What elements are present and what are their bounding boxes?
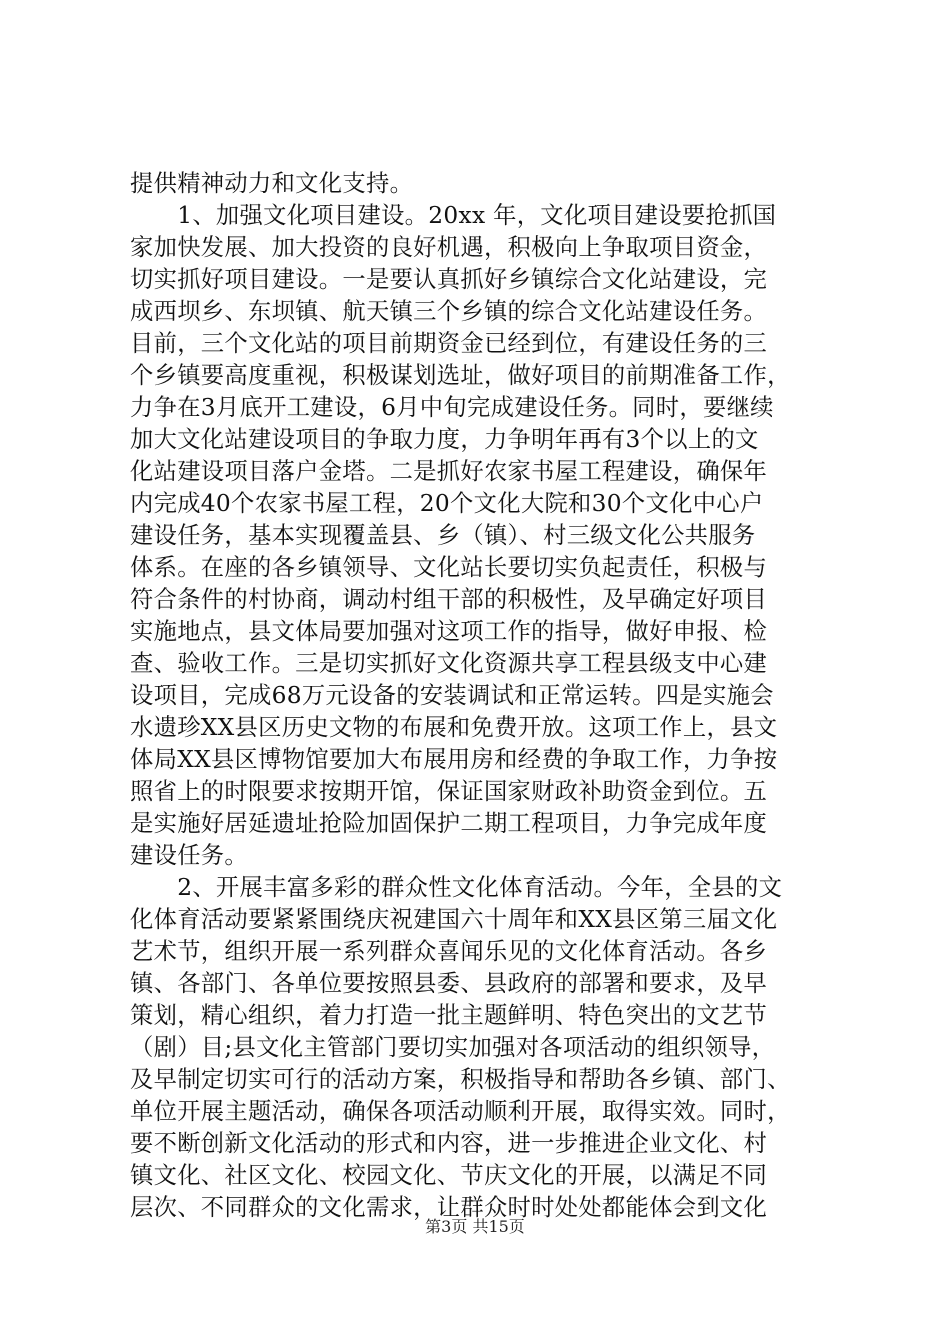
text-line: 符合条件的村协商，调动村组干部的积极性，及早确定好项目 (130, 586, 768, 613)
text-line: 提供精神动力和文化支持。 (130, 170, 414, 197)
text-line: 加大文化站建设项目的争取力度，力争明年再有3个以上的文 (130, 426, 759, 453)
text-line: 切实抓好项目建设。一是要认真抓好乡镇综合文化站建设，完 (130, 266, 768, 293)
text-line: 设项目，完成68万元设备的安装调试和正常运转。四是实施会 (130, 682, 774, 709)
text-line: 层次、不同群众的文化需求，让群众时时处处都能体会到文化 (130, 1194, 768, 1221)
text-line: 体系。在座的各乡镇领导、文化站长要切实负起责任，积极与 (130, 554, 768, 581)
text-line: 化站建设项目落户金塔。二是抓好农家书屋工程建设，确保年 (130, 458, 768, 485)
text-line: 单位开展主题活动，确保各项活动顺利开展，取得实效。同时， (130, 1098, 791, 1125)
text-line: 实施地点，县文体局要加强对这项工作的指导，做好申报、检 (130, 618, 768, 645)
text-line: 建设任务，基本实现覆盖县、乡（镇）、村三级文化公共服务 (130, 522, 756, 549)
text-line: （剧）目;县文化主管部门要切实加强对各项活动的组织领导， (130, 1034, 776, 1061)
text-line: 内完成40个农家书屋工程，20个文化大院和30个文化中心户 (130, 490, 764, 517)
text-line: 成西坝乡、东坝镇、航天镇三个乡镇的综合文化站建设任务。 (130, 298, 768, 325)
text-line: 目前，三个文化站的项目前期资金已经到位，有建设任务的三 (130, 330, 768, 357)
page-number-footer: 第3页 共15页 (425, 1217, 525, 1236)
text-line: 艺术节，组织开展一系列群众喜闻乐见的文化体育活动。各乡 (130, 938, 768, 965)
text-line: 策划，精心组织，着力打造一批主题鲜明、特色突出的文艺节 (130, 1002, 768, 1029)
body-text (130, 168, 830, 1224)
text-line: 力争在3月底开工建设，6月中旬完成建设任务。同时，要继续 (130, 394, 774, 421)
text-line: 家加快发展、加大投资的良好机遇，积极向上争取项目资金， (130, 234, 768, 261)
text-line: 水遗珍XX县区历史文物的布展和免费开放。这项工作上，县文 (130, 714, 778, 741)
text-line: 建设任务。 (130, 842, 248, 869)
text-line: 照省上的时限要求按期开馆，保证国家财政补助资金到位。五 (130, 778, 768, 805)
text-line: 2、开展丰富多彩的群众性文化体育活动。今年，全县的文 (130, 874, 783, 901)
text-line: 查、验收工作。三是切实抓好文化资源共享工程县级支中心建 (130, 650, 768, 677)
text-line: 要不断创新文化活动的形式和内容，进一步推进企业文化、村 (130, 1130, 768, 1157)
text-line: 镇、各部门、各单位要按照县委、县政府的部署和要求，及早 (130, 970, 768, 997)
text-line: 1、加强文化项目建设。20xx 年，文化项目建设要抢抓国 (130, 202, 777, 229)
text-line: 及早制定切实可行的活动方案，积极指导和帮助各乡镇、部门、 (130, 1066, 791, 1093)
text-line: 镇文化、社区文化、校园文化、节庆文化的开展，以满足不同 (130, 1162, 768, 1189)
text-line: 化体育活动要紧紧围绕庆祝建国六十周年和XX县区第三届文化 (130, 906, 778, 933)
text-line: 是实施好居延遗址抢险加固保护二期工程项目，力争完成年度 (130, 810, 768, 837)
text-line: 体局XX县区博物馆要加大布展用房和经费的争取工作，力争按 (130, 746, 778, 773)
text-line: 个乡镇要高度重视，积极谋划选址，做好项目的前期准备工作， (130, 362, 791, 389)
